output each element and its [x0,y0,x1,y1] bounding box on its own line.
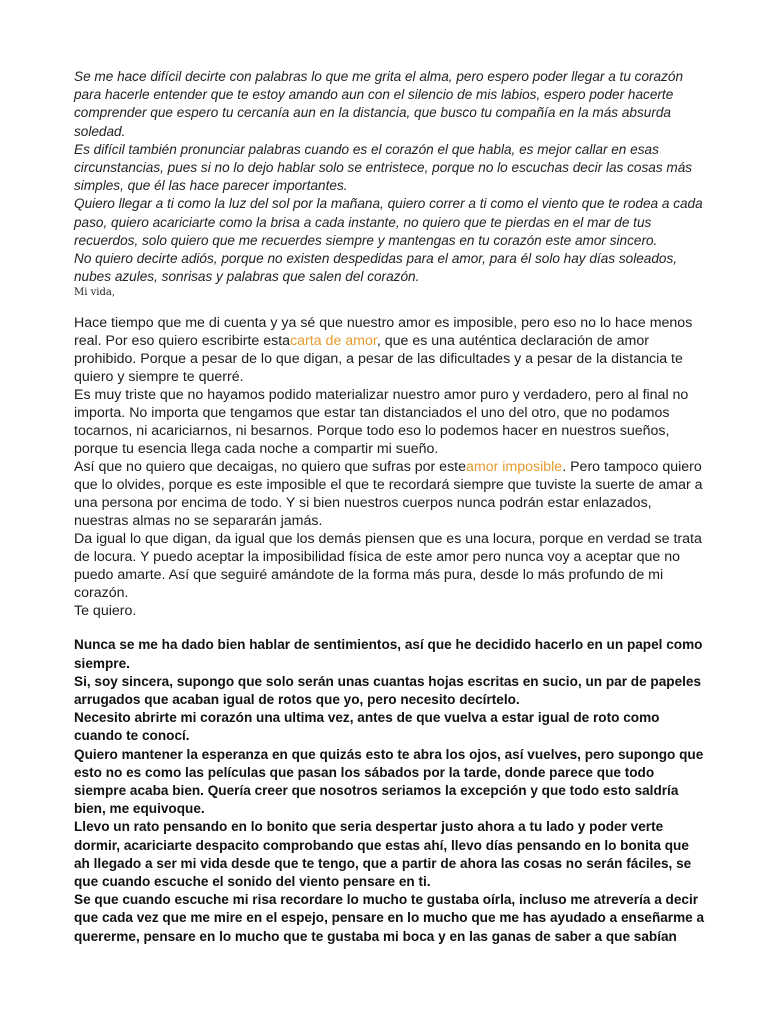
carta-de-amor-link[interactable]: carta de amor [290,333,377,350]
letter-closing: Te quiero. [74,603,137,620]
letter-paragraph: Da igual lo que digan, da igual que los demás piensen que es una locura, porque en verdad se trata de locura. Y puedo aceptar la imposibilidad física de este amor pero nunca voy a aceptar que no puedo amarte. Así que seguiré amándote de la forma más pura, desde lo más profundo de mi corazón. [74,531,702,602]
letter-paragraph: Es muy triste que no hayamos podido materializar nuestro amor puro y verdadero, pero al final no importa. No importa que tengamos que estar tan distanciados el uno del otro, que no podamos tocarnos, ni acariciarnos, ni besarnos. Porque todo eso lo podemos hacer en nuestros sueños, porque tu esencia llega cada noche a compartir mi sueño. [74,387,689,458]
letter-paragraph: Quiero mantener la esperanza en que quizás esto te abra los ojos, así vuelves, pero supongo que esto no es como las películas que pasan los sábados por la tarde, donde parece que todo siempre acaba bien. Quería creer que nosotros seriamos la excepción y que todo esto saldría bien, me equivoque. [74,746,704,817]
letter-paragraph [74,314,708,386]
letter-text: Así que no quiero que decaigas, no quiero que sufras por este [74,459,466,476]
amor-imposible-link[interactable]: amor imposible [466,459,563,476]
letter-paragraph: Necesito abrirte mi corazón una ultima vez, antes de que vuelva a estar igual de roto como cuando te conocí. [74,710,660,744]
poem-section [74,68,708,286]
poem-paragraph: Es difícil también pronunciar palabras cuando es el corazón el que habla, es mejor callar en esas circunstancias, pues si no lo dejo hablar solo se entristece, porque no lo escuchas decir las cosas más simples, que él las hace parecer importantes. [74,141,693,194]
second-letter-section [74,636,708,945]
love-letter-section [74,314,708,620]
salutation: Mi vida, [74,287,116,299]
letter-paragraph: Nunca se me ha dado bien hablar de sentimientos, así que he decidido hacerlo en un papel como siempre. [74,637,703,671]
letter-text: . Pero tampoco quiero que lo olvides, porque es este imposible el que te recordará siempre que tuviste la suerte de amar a una persona por encima de todo. Y si bien nuestros cuerpos nunca podrán estar enlazados, nuestras almas no se separarán jamás. [74,459,703,530]
letter-paragraph: Si, soy sincera, supongo que solo serán unas cuantas hojas escritas en sucio, un par de papeles arrugados que acaban igual de rotos que yo, pero necesito decírtelo. [74,673,702,708]
letter-paragraph [74,458,708,530]
letter-paragraph: Se que cuando escuche mi risa recordare lo mucho te gustaba oírla, incluso me atrevería a decir que cada vez que me mire en el espejo, pensare en lo mucho que me has ayudado a enseñarme a quererme, pensare en lo mucho que te gustaba mi boca y en las ganas de saber a que sabían [74,892,705,944]
letter-paragraph: Llevo un rato pensando en lo bonito que seria despertar justo ahora a tu lado y poder verte dormir, acariciarte despacito comprobando que estas ahí, llevo días pensando en lo bonita que ah llegado a ser mi vida desde que te tengo, que a partir de ahora las cosas no serán fáciles, se que cuando escuche el sonido del viento pensare en ti. [74,819,692,890]
poem-paragraph: Se me hace difícil decirte con palabras lo que me grita el alma, pero espero poder llegar a tu corazón para hacerle entender que te estoy amando aun con el silencio de mis labios, espero poder hacerte comprender que espero tu cercanía aun en la distancia, que busco tu compañía en la más absurda soledad. [74,69,684,139]
poem-paragraph: Quiero llegar a ti como la luz del sol por la mañana, quiero correr a ti como el viento que te rodea a cada paso, quiero acariciarte como la brisa a cada instante, no quiero que te pierdas en el mar de tus recuerdos, solo quiero que me recuerdes siempre y mantengas en tu corazón este amor sincero. [74,196,703,248]
letter-text: Hace tiempo que me di cuenta y ya sé que nuestro amor es imposible, pero eso no lo hace menos real. Por eso quiero escribirte esta [74,315,693,350]
poem-paragraph: No quiero decirte adiós, porque no existen despedidas para el amor, para él solo hay días soleados, nubes azules, sonrisas y palabras que salen del corazón. [74,251,678,285]
letter-text: , que es una auténtica declaración de amor prohibido. Porque a pesar de lo que digan, a pesar de las dificultades y a pesar de la distancia te quiero y siempre te querré. [74,333,683,386]
